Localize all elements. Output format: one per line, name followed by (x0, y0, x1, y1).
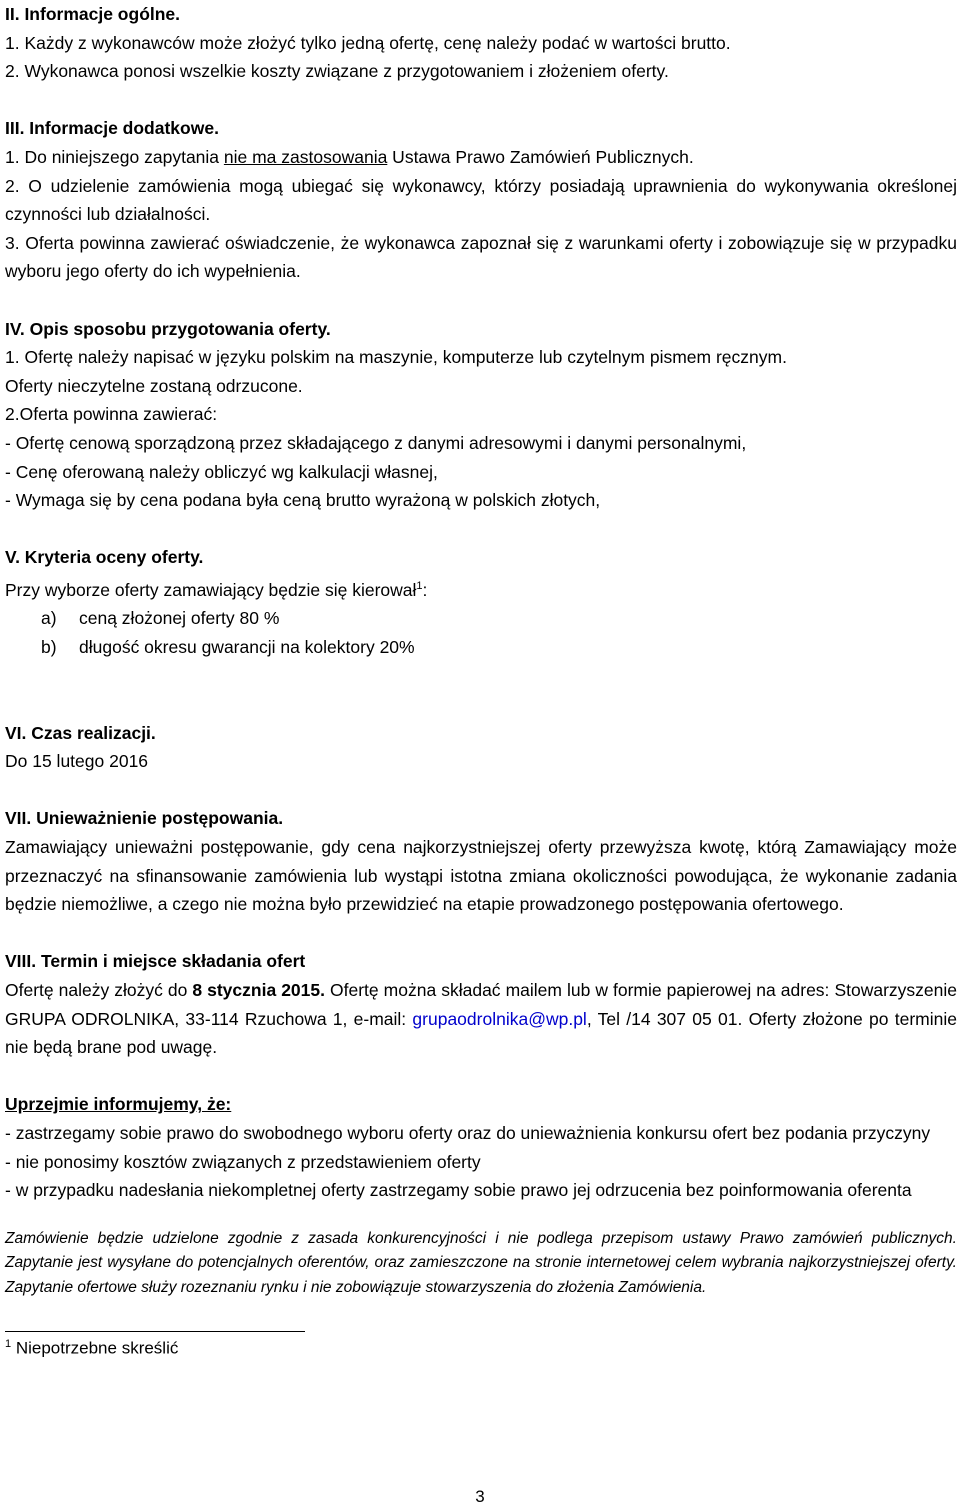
section-2-item-1: 1. Każdy z wykonawców może złożyć tylko jedną ofertę, cenę należy podać w wartości brutto. (5, 32, 731, 53)
section-4-item-1-cont: Oferty nieczytelne zostaną odrzucone. (5, 375, 303, 396)
info-heading: Uprzejmie informujemy, że: (5, 1094, 232, 1115)
section-8-text: Ofertę należy złożyć do 8 stycznia 2015. Ofertę można składać mailem lub w formie papierowej na adres: Stowarzyszenie GRUPA ODROLNIKA, 33-114 Rzuchowa 1, e-mail: grupaodrolnika@wp.pl, Tel /14 307 05 01. Oferty złożone po terminie nie będą brane pod uwagę. (5, 980, 957, 1058)
section-8-heading: VIII. Termin i miejsce składania ofert (5, 951, 306, 972)
section-2-heading: II. Informacje ogólne. (5, 4, 181, 24)
section-6-text: Do 15 lutego 2016 (5, 751, 149, 772)
section-3-item-3: 3. Oferta powinna zawierać oświadczenie, że wykonawca zapoznał się z warunkami oferty i zobowiązuje się w przypadku wyboru jego oferty do ich wypełnienia. (5, 232, 957, 282)
section-7-heading: VII. Unieważnienie postępowania. (5, 808, 284, 829)
footnote-ref: 1 (416, 579, 423, 592)
info-item: - nie ponosimy kosztów związanych z przedstawieniem oferty (5, 1151, 481, 1172)
criteria-item-b: b) długość okresu gwarancji na kolektory 20% (41, 636, 415, 657)
info-item: - w przypadku nadesłania niekompletnej oferty zastrzegamy sobie prawo jej odrzucenia bez poinformowania oferenta (5, 1180, 912, 1201)
section-3-item-2: 2. O udzielenie zamówienia mogą ubiegać się wykonawcy, którzy posiadają uprawnienia do wykonywania określonej czynności lub działalności. (5, 175, 957, 225)
list-item: - Cenę oferowaną należy obliczyć wg kalkulacji własnej, (5, 461, 438, 482)
list-item: - Ofertę cenową sporządzoną przez składającego z danymi adresowymi i danymi personalnymi, (5, 432, 747, 453)
section-2-item-2: 2. Wykonawca ponosi wszelkie koszty związane z przygotowaniem i złożeniem oferty. (5, 61, 669, 82)
section-6-heading: VI. Czas realizacji. (5, 722, 156, 743)
underlined-phrase: nie ma zastosowania (223, 146, 388, 167)
info-item: - zastrzegamy sobie prawo do swobodnego wyboru oferty oraz do unieważnienia konkursu ofert bez podania przyczyny (5, 1122, 931, 1143)
footnote-mark: 1 (5, 1337, 12, 1350)
email-link[interactable]: grupaodrolnika@wp.pl (412, 1008, 587, 1029)
legal-note: Zamówienie będzie udzielone zgodnie z zasada konkurencyjności i nie podlega przepisom ustawy Prawo zamówień publicznych. Zapytanie jest wysyłane do potencjalnych oferentów, oraz zamieszczone na stronie internetowej celem wybrania najkorzystniejszej oferty. Zapytanie ofertowe służy rozeznaniu rynku i nie zobowiązuje stowarzyszenia do złożenia Zamówienia. (5, 1229, 957, 1296)
page-number: 3 (475, 1487, 485, 1506)
list-item: - Wymaga się by cena podana była ceną brutto wyrażoną w polskich złotych, (5, 490, 601, 511)
deadline-date: 8 stycznia 2015. (192, 980, 325, 1001)
section-3-item-1: 1. Do niniejszego zapytania nie ma zastosowania Ustawa Prawo Zamówień Publicznych. (5, 146, 694, 167)
section-5-heading: V. Kryteria oceny oferty. (5, 547, 204, 568)
section-4-item-1: 1. Ofertę należy napisać w języku polskim na maszynie, komputerze lub czytelnym pismem ręcznym. (5, 347, 787, 368)
footnote-divider (5, 1331, 305, 1332)
section-7-text: Zamawiający unieważni postępowanie, gdy cena najkorzystniejszej oferty przewyższa kwotę, którą Zamawiający może przeznaczyć na sfinansowanie zamówienia lub wystąpi istotna zmiana okoliczności powodująca, że wykonanie zadania będzie niemożliwe, a czego nie można było przewidzieć na etapie prowadzonego postępowania ofertowego. (5, 837, 957, 915)
footnote: $^1$ Niepotrzebne skreślić (5, 1337, 179, 1358)
section-4-item-2: 2.Oferta powinna zawierać: (5, 404, 218, 425)
section-3-heading: III. Informacje dodatkowe. (5, 118, 219, 139)
document-page (5, 0, 957, 1358)
criteria-item-a: a) ceną złożonej oferty 80 % (41, 608, 280, 629)
section-4-heading: IV. Opis sposobu przygotowania oferty. (5, 318, 331, 339)
section-5-intro: Przy wyborze oferty zamawiający będzie się kierował$^1$: (5, 579, 428, 600)
